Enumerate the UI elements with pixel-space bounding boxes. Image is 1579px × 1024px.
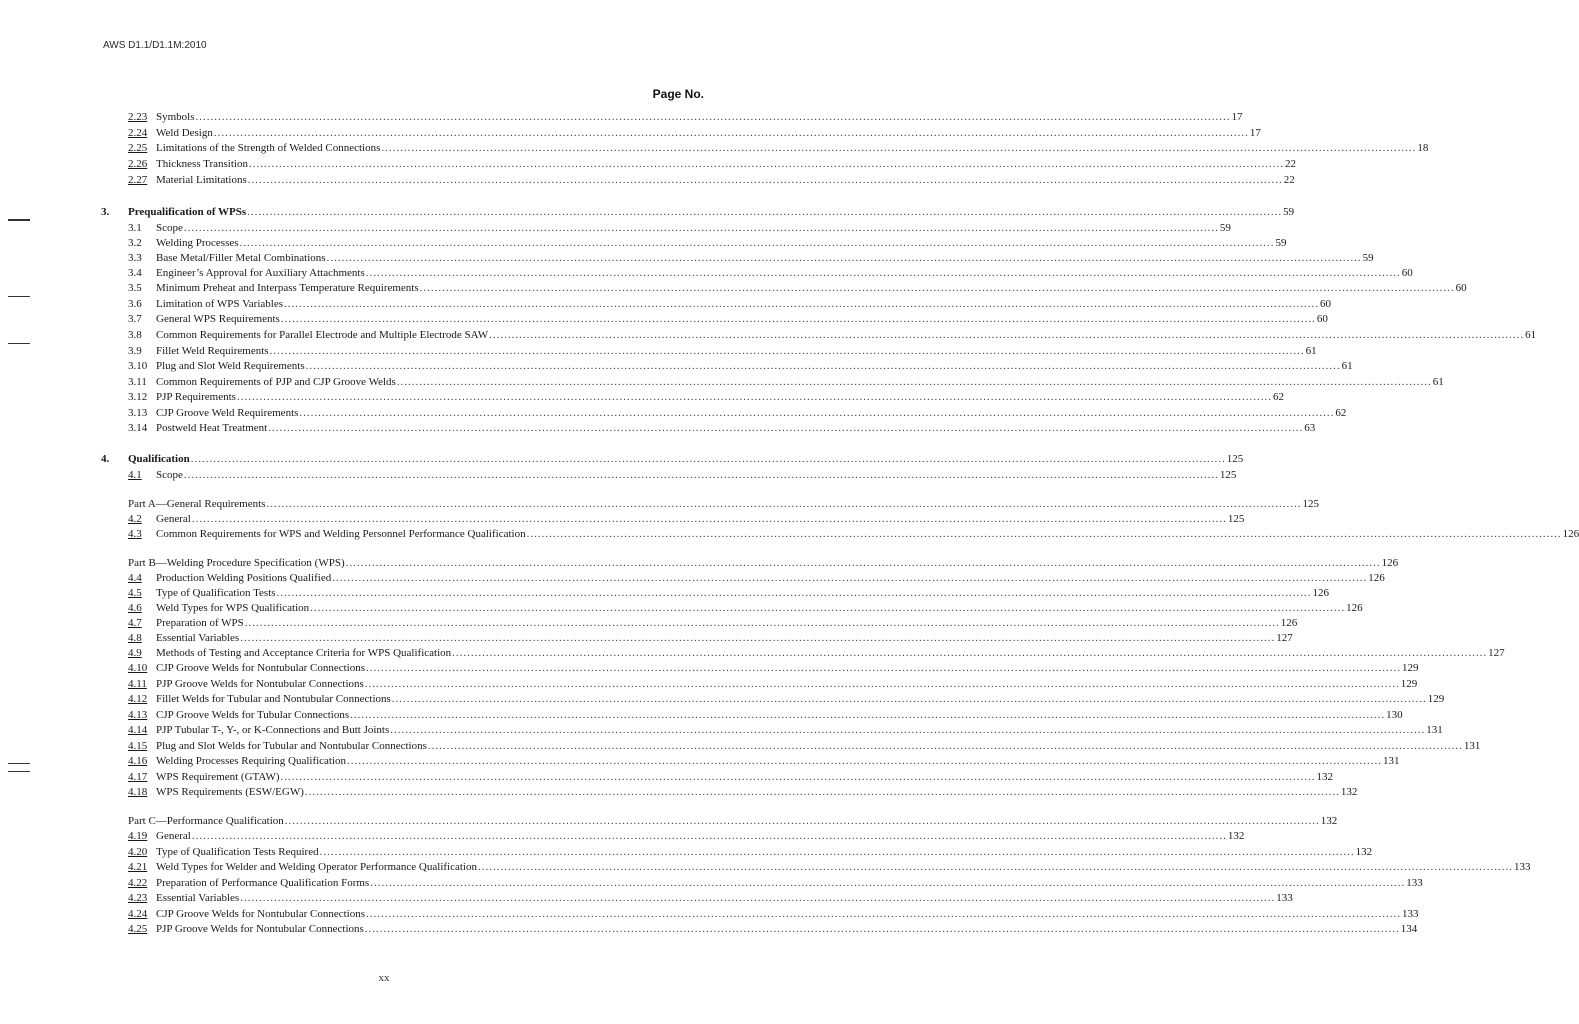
toc-page-number: 126	[1312, 587, 1330, 599]
margin-change-bar	[8, 219, 30, 221]
toc-page-number: 131	[1383, 755, 1400, 767]
toc-entry[interactable]	[128, 266, 1413, 280]
toc-title: Part A—General Requirements	[128, 498, 266, 510]
toc-title: General WPS Requirements	[156, 313, 280, 325]
toc-leader-dots	[196, 110, 1231, 124]
toc-section-number: 4.5	[128, 587, 142, 599]
toc-title: Welding Processes	[156, 237, 239, 249]
toc-section-number: 3.12	[128, 391, 148, 403]
toc-section-number: 4.20	[128, 846, 148, 858]
toc-leader-dots	[478, 860, 1513, 874]
toc-page-number: 126	[1280, 617, 1298, 629]
toc-section-number: 4.16	[128, 755, 148, 767]
toc-page-number: 22	[1284, 158, 1296, 170]
toc-title: PJP Tubular T-, Y-, or K-Connections and Butt Joints	[156, 724, 390, 736]
toc-page-number: 127	[1276, 632, 1293, 644]
toc-leader-dots	[370, 876, 1405, 890]
toc-section-number: 4.22	[128, 877, 148, 889]
toc-section-number: 4.8	[128, 632, 142, 644]
toc-entry[interactable]	[128, 359, 1353, 373]
toc-chapter-entry[interactable]	[128, 452, 1244, 466]
toc-section-number: 4.21	[128, 861, 148, 873]
toc-title: General	[156, 513, 191, 525]
toc-section-number: 4.18	[128, 786, 148, 798]
toc-leader-dots	[268, 421, 1303, 435]
toc-page-number: 130	[1386, 709, 1403, 721]
toc-leader-dots	[392, 692, 1427, 706]
toc-section-number: 4.12	[128, 693, 148, 705]
toc-leader-dots	[184, 468, 1219, 482]
toc-page-number: 59	[1283, 206, 1295, 218]
toc-leader-dots	[214, 126, 1249, 140]
margin-change-bar	[8, 763, 30, 764]
toc-section-number: 4.1	[128, 469, 142, 481]
toc-page-number: 125	[1227, 513, 1245, 525]
toc-leader-dots	[381, 141, 1416, 155]
toc-entry[interactable]	[128, 770, 1333, 784]
toc-entry[interactable]	[128, 571, 1385, 585]
toc-title: PJP Groove Welds for Nontubular Connections	[156, 678, 364, 690]
toc-entry[interactable]	[128, 281, 1467, 295]
toc-entry[interactable]	[128, 661, 1419, 675]
toc-title: CJP Groove Welds for Nontubular Connections	[156, 908, 366, 920]
toc-title: CJP Groove Weld Requirements	[156, 407, 299, 419]
toc-leader-dots	[305, 785, 1340, 799]
toc-page-number: 132	[1340, 786, 1358, 798]
toc-entry[interactable]	[128, 328, 1537, 342]
toc-leader-dots	[346, 556, 1381, 570]
toc-section-number: 2.23	[128, 111, 148, 123]
toc-leader-dots	[284, 297, 1319, 311]
toc-leader-dots	[428, 739, 1463, 753]
toc-title: Type of Qualification Tests Required	[156, 846, 319, 858]
toc-title: Fillet Weld Requirements	[156, 345, 269, 357]
toc-page-number: 126	[1346, 602, 1363, 614]
toc-chapter-entry[interactable]	[128, 205, 1295, 219]
toc-page-number: 132	[1320, 815, 1338, 827]
toc-entry[interactable]	[128, 236, 1287, 250]
toc-leader-dots	[320, 845, 1355, 859]
toc-entry[interactable]	[128, 891, 1293, 905]
toc-entry[interactable]	[128, 829, 1245, 843]
toc-entry[interactable]	[128, 221, 1231, 235]
toc-leader-dots	[306, 359, 1341, 373]
toc-leader-dots	[240, 631, 1275, 645]
toc-page-number: 22	[1283, 174, 1295, 186]
toc-title: Qualification	[128, 453, 190, 465]
toc-page-number: 60	[1455, 282, 1467, 294]
toc-entry[interactable]	[128, 876, 1423, 890]
toc-leader-dots	[266, 497, 1301, 511]
toc-leader-dots	[366, 266, 1401, 280]
toc-leader-dots	[332, 571, 1367, 585]
toc-title: Minimum Preheat and Interpass Temperature Requirements	[156, 282, 419, 294]
toc-page-number: 62	[1335, 407, 1347, 419]
toc-entry[interactable]	[128, 907, 1419, 921]
toc-section-number: 4.19	[128, 830, 148, 842]
toc-entry[interactable]	[128, 860, 1531, 874]
toc-title: Scope	[156, 222, 183, 234]
toc-page-number: 59	[1219, 222, 1231, 234]
toc-title: Weld Types for WPS Qualification	[156, 602, 310, 614]
toc-section-number: 3.5	[128, 282, 142, 294]
toc-title: Limitation of WPS Variables	[156, 298, 283, 310]
toc-title: Plug and Slot Welds for Tubular and Nontubular Connections	[156, 740, 427, 752]
toc-entry[interactable]	[128, 845, 1373, 859]
margin-change-bar	[8, 771, 30, 772]
toc-title: Part B—Welding Procedure Specification (WPS)	[128, 557, 345, 569]
toc-title: Limitations of the Strength of Welded Connections	[156, 142, 381, 154]
toc-leader-dots	[191, 452, 1226, 466]
toc-leader-dots	[365, 677, 1400, 691]
toc-page-number: 129	[1400, 678, 1418, 690]
toc-section-number: 4.24	[128, 908, 148, 920]
toc-section-number: 3.3	[128, 252, 142, 264]
toc-entry[interactable]	[128, 312, 1328, 326]
toc-chapter-number: 4.	[101, 453, 110, 465]
toc-entry[interactable]	[128, 157, 1296, 171]
toc-title: Preparation of WPS	[156, 617, 244, 629]
toc-page-number: 131	[1426, 724, 1443, 736]
toc-section-number: 4.9	[128, 647, 142, 659]
toc-leader-dots	[240, 891, 1275, 905]
toc-leader-dots	[237, 390, 1272, 404]
toc-leader-dots	[365, 922, 1400, 936]
toc-section-number: 3.10	[128, 360, 148, 372]
toc-section-number: 3.11	[128, 376, 147, 388]
toc-entry[interactable]	[128, 723, 1443, 737]
toc-entry[interactable]	[128, 646, 1505, 660]
toc-entry[interactable]	[128, 126, 1261, 140]
toc-title: Scope	[156, 469, 183, 481]
toc-page-number: 133	[1402, 908, 1419, 920]
toc-part-entry[interactable]	[128, 556, 1399, 570]
toc-page-number: 125	[1219, 469, 1237, 481]
toc-title: Prequalification of WPSs	[128, 206, 247, 218]
toc-page-number: 133	[1513, 861, 1531, 873]
toc-page-number: 61	[1305, 345, 1317, 357]
toc-section-number: 3.8	[128, 329, 142, 341]
toc-title: Essential Variables	[156, 632, 240, 644]
toc-page-number: 133	[1406, 877, 1423, 889]
toc-page-number: 61	[1525, 329, 1537, 341]
toc-section-number: 4.11	[128, 678, 147, 690]
toc-leader-dots	[248, 173, 1283, 187]
toc-entry[interactable]	[128, 785, 1358, 799]
toc-section-number: 4.6	[128, 602, 142, 614]
toc-leader-dots	[310, 601, 1345, 615]
toc-page-number: 18	[1417, 142, 1429, 154]
toc-title: Base Metal/Filler Metal Combinations	[156, 252, 326, 264]
toc-section-number: 4.3	[128, 528, 142, 540]
toc-title: Plug and Slot Weld Requirements	[156, 360, 305, 372]
toc-section-number: 4.10	[128, 662, 148, 674]
toc-entry[interactable]	[128, 110, 1243, 124]
toc-leader-dots	[299, 406, 1334, 420]
toc-title: Material Limitations	[156, 174, 247, 186]
toc-page-number: 126	[1562, 528, 1579, 540]
toc-entry[interactable]	[128, 421, 1316, 435]
toc-title: Postweld Heat Treatment	[156, 422, 268, 434]
toc-page-number: 129	[1402, 662, 1419, 674]
toc-entry[interactable]	[128, 390, 1284, 404]
toc-section-number: 3.9	[128, 345, 142, 357]
toc-page-number: 61	[1432, 376, 1444, 388]
toc-section-number: 3.4	[128, 267, 142, 279]
toc-part-entry[interactable]	[128, 814, 1338, 828]
toc-leader-dots	[527, 527, 1562, 541]
toc-section-number: 2.26	[128, 158, 148, 170]
toc-title: Thickness Transition	[156, 158, 248, 170]
toc-title: Welding Processes Requiring Qualification	[156, 755, 347, 767]
toc-title: Methods of Testing and Acceptance Criteria for WPS Qualification	[156, 647, 452, 659]
toc-entry[interactable]	[128, 375, 1444, 389]
toc-title: Fillet Welds for Tubular and Nontubular Connections	[156, 693, 391, 705]
margin-change-bar	[8, 343, 30, 344]
margin-change-bar	[8, 296, 30, 297]
toc-page-number: 132	[1355, 846, 1373, 858]
toc-chapter-number: 3.	[101, 206, 110, 218]
toc-entry[interactable]	[128, 406, 1347, 420]
toc-title: Part C—Performance Qualification	[128, 815, 284, 827]
toc-entry[interactable]	[128, 527, 1579, 541]
toc-entry[interactable]	[128, 601, 1363, 615]
toc-title: CJP Groove Welds for Tubular Connections	[156, 709, 350, 721]
toc-entry[interactable]	[128, 631, 1293, 645]
toc-section-number: 4.15	[128, 740, 148, 752]
toc-page-number: 125	[1226, 453, 1244, 465]
running-header: AWS D1.1/D1.1M:2010	[103, 40, 207, 51]
toc-section-number: 3.13	[128, 407, 148, 419]
toc-page-number: 63	[1304, 422, 1316, 434]
toc-page-number: 125	[1302, 498, 1319, 510]
toc-title: PJP Requirements	[156, 391, 236, 403]
toc-page-number: 60	[1316, 313, 1328, 325]
toc-entry[interactable]	[128, 616, 1298, 630]
toc-entry[interactable]	[128, 173, 1295, 187]
toc-entry[interactable]	[128, 677, 1418, 691]
toc-entry[interactable]	[128, 344, 1317, 358]
toc-title: Essential Variables	[156, 892, 240, 904]
toc-leader-dots	[245, 616, 1280, 630]
toc-section-number: 3.1	[128, 222, 142, 234]
toc-leader-dots	[281, 770, 1316, 784]
toc-entry[interactable]	[128, 251, 1374, 265]
toc-entry[interactable]	[128, 754, 1400, 768]
toc-part-entry[interactable]	[128, 497, 1319, 511]
toc-title: Common Requirements for WPS and Welding Personnel Performance Qualification	[156, 528, 526, 540]
toc-leader-dots	[240, 236, 1275, 250]
toc-page-number: 62	[1272, 391, 1284, 403]
toc-entry[interactable]	[128, 692, 1445, 706]
toc-leader-dots	[192, 829, 1227, 843]
toc-entry[interactable]	[128, 739, 1481, 753]
toc-entry[interactable]	[128, 708, 1403, 722]
toc-leader-dots	[277, 586, 1312, 600]
toc-title: Preparation of Performance Qualification Forms	[156, 877, 370, 889]
toc-page-number: 61	[1341, 360, 1353, 372]
toc-leader-dots	[452, 646, 1487, 660]
toc-title: Production Welding Positions Qualified	[156, 572, 332, 584]
page-no-column-heading: Page No.	[652, 87, 704, 101]
toc-entry[interactable]	[128, 297, 1331, 311]
toc-section-number: 4.4	[128, 572, 142, 584]
toc-page-number: 126	[1368, 572, 1385, 584]
toc-leader-dots	[281, 312, 1316, 326]
toc-section-number: 4.13	[128, 709, 148, 721]
toc-section-number: 4.17	[128, 771, 148, 783]
toc-section-number: 4.25	[128, 923, 148, 935]
toc-page-number: 17	[1249, 127, 1261, 139]
toc-page-number: 17	[1231, 111, 1243, 123]
toc-title: Symbols	[156, 111, 195, 123]
toc-title: Common Requirements of PJP and CJP Groove Welds	[156, 376, 396, 388]
toc-page-number: 129	[1427, 693, 1445, 705]
toc-section-number: 3.14	[128, 422, 148, 434]
toc-title: WPS Requirement (GTAW)	[156, 771, 280, 783]
toc-leader-dots	[327, 251, 1362, 265]
toc-entry[interactable]	[128, 922, 1418, 936]
toc-title: Engineer’s Approval for Auxiliary Attachments	[156, 267, 365, 279]
toc-leader-dots	[390, 723, 1425, 737]
toc-page-number: 126	[1381, 557, 1399, 569]
toc-page-number: 131	[1463, 740, 1481, 752]
toc-leader-dots	[366, 661, 1401, 675]
toc-leader-dots	[249, 157, 1284, 171]
toc-title: Common Requirements for Parallel Electrode and Multiple Electrode SAW	[156, 329, 489, 341]
toc-page-number: 60	[1401, 267, 1413, 279]
toc-title: CJP Groove Welds for Nontubular Connections	[156, 662, 366, 674]
toc-page-number: 133	[1276, 892, 1293, 904]
toc-section-number: 2.27	[128, 174, 148, 186]
toc-leader-dots	[285, 814, 1320, 828]
toc-leader-dots	[247, 205, 1282, 219]
toc-section-number: 2.25	[128, 142, 148, 154]
toc-page-number: 59	[1275, 237, 1287, 249]
toc-title: PJP Groove Welds for Nontubular Connections	[156, 923, 364, 935]
toc-leader-dots	[184, 221, 1219, 235]
toc-leader-dots	[192, 512, 1227, 526]
toc-section-number: 4.7	[128, 617, 142, 629]
toc-title: Type of Qualification Tests	[156, 587, 276, 599]
toc-entry[interactable]	[128, 468, 1237, 482]
toc-page-number: 132	[1316, 771, 1333, 783]
toc-title: Weld Types for Welder and Welding Operator Performance Qualification	[156, 861, 477, 873]
toc-page-number: 127	[1488, 647, 1505, 659]
toc-title: Weld Design	[156, 127, 213, 139]
toc-section-number: 3.2	[128, 237, 142, 249]
toc-entry[interactable]	[128, 586, 1330, 600]
toc-leader-dots	[397, 375, 1432, 389]
toc-section-number: 3.7	[128, 313, 142, 325]
toc-leader-dots	[347, 754, 1382, 768]
toc-entry[interactable]	[128, 141, 1429, 155]
toc-section-number: 3.6	[128, 298, 142, 310]
toc-entry[interactable]	[128, 512, 1245, 526]
toc-section-number: 4.23	[128, 892, 148, 904]
toc-section-number: 4.14	[128, 724, 148, 736]
toc-leader-dots	[366, 907, 1401, 921]
toc-page-number: 132	[1227, 830, 1245, 842]
toc-leader-dots	[270, 344, 1305, 358]
toc-page-number: 134	[1400, 923, 1418, 935]
toc-section-number: 4.2	[128, 513, 142, 525]
page-number-footer: xx	[378, 972, 390, 984]
toc-title: WPS Requirements (ESW/EGW)	[156, 786, 304, 798]
toc-leader-dots	[420, 281, 1455, 295]
toc-leader-dots	[350, 708, 1385, 722]
toc-page-number: 59	[1362, 252, 1374, 264]
toc-section-number: 2.24	[128, 127, 148, 139]
toc-title: General	[156, 830, 191, 842]
toc-leader-dots	[489, 328, 1524, 342]
toc-page-number: 60	[1320, 298, 1331, 310]
